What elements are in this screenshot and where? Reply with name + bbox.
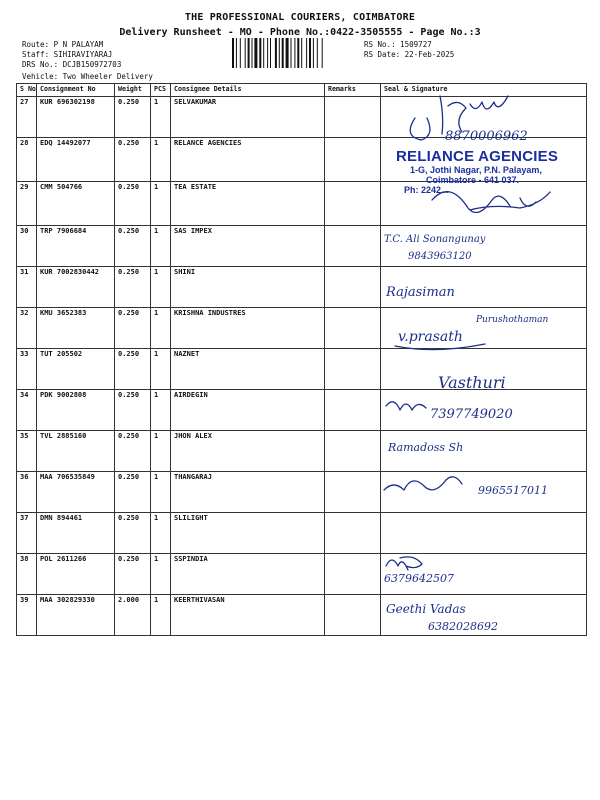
barcode-bar	[252, 38, 253, 68]
header-consignment: Consignment No	[37, 84, 115, 97]
barcode-bar	[275, 38, 277, 68]
cell-sno: 27	[17, 97, 37, 138]
cell-weight: 0.250	[115, 267, 151, 308]
barcode-bar	[309, 38, 311, 68]
cell-weight: 0.250	[115, 390, 151, 431]
cell-pcs: 1	[151, 308, 171, 349]
table-row	[17, 472, 587, 513]
signature-38-phone: 6379642507	[384, 572, 454, 585]
cell-consignee: KEERTHIVASAN	[171, 595, 325, 636]
cell-consignment: TUT 205502	[37, 349, 115, 390]
table-row	[17, 308, 587, 349]
cell-sno: 29	[17, 182, 37, 226]
table-row	[17, 431, 587, 472]
cell-remarks	[325, 595, 381, 636]
cell-signature	[381, 431, 587, 472]
cell-remarks	[325, 554, 381, 595]
document-title: THE PROFESSIONAL COURIERS, COIMBATORE	[184, 12, 416, 23]
signature-32-name1: Purushothaman	[476, 315, 549, 325]
cell-signature	[381, 595, 587, 636]
cell-weight: 0.250	[115, 431, 151, 472]
cell-weight: 0.250	[115, 472, 151, 513]
table-row	[17, 390, 587, 431]
barcode-bar	[306, 38, 307, 68]
cell-weight: 0.250	[115, 308, 151, 349]
cell-remarks	[325, 390, 381, 431]
cell-consignment: POL 2611266	[37, 554, 115, 595]
cell-consignee: NAZNET	[171, 349, 325, 390]
header-remarks: Remarks	[325, 84, 381, 97]
meta-left	[22, 40, 121, 70]
barcode-bar	[263, 38, 264, 68]
cell-remarks	[325, 226, 381, 267]
cell-consignee: SELVAKUMAR	[171, 97, 325, 138]
signature-30-phone: 9843963120	[408, 251, 472, 262]
barcode-bar	[297, 38, 299, 68]
cell-consignment: TRP 7906684	[37, 226, 115, 267]
cell-pcs: 1	[151, 138, 171, 182]
cell-consignment: MAA 706535849	[37, 472, 115, 513]
table-row	[17, 226, 587, 267]
header-pcs: PCS	[151, 84, 171, 97]
stamp-name: RELIANCE AGENCIES	[396, 148, 559, 165]
barcode-bar	[286, 38, 289, 68]
barcode-bar	[279, 38, 280, 68]
cell-remarks	[325, 97, 381, 138]
cell-remarks	[325, 349, 381, 390]
cell-remarks	[325, 472, 381, 513]
cell-pcs: 1	[151, 513, 171, 554]
stamp-line-1: 1-G, Jothi Nagar, P.N. Palayam,	[410, 165, 542, 175]
cell-weight: 0.250	[115, 97, 151, 138]
cell-sno: 35	[17, 431, 37, 472]
barcode-bar	[322, 38, 323, 68]
barcode-bar	[267, 38, 268, 68]
cell-consignment: EDQ 14492077	[37, 138, 115, 182]
cell-consignee: JHON ALEX	[171, 431, 325, 472]
cell-consignee: RELANCE AGENCIES	[171, 138, 325, 182]
cell-sno: 30	[17, 226, 37, 267]
header-weight: Weight	[115, 84, 151, 97]
barcode-bar	[232, 38, 234, 68]
cell-weight: 0.250	[115, 226, 151, 267]
header-sno: S No	[17, 84, 37, 97]
cell-sno: 28	[17, 138, 37, 182]
signature-34-phone: 7397749020	[430, 407, 513, 422]
cell-sno: 38	[17, 554, 37, 595]
signature-31-name: Rajasiman	[386, 285, 455, 300]
cell-weight: 0.250	[115, 513, 151, 554]
drs-text: DRS No.: DCJB150972703	[22, 60, 122, 69]
cell-signature	[381, 97, 587, 138]
cell-signature	[381, 308, 587, 349]
signature-39-phone: 6382028692	[428, 620, 498, 633]
cell-weight: 2.000	[115, 595, 151, 636]
barcode	[232, 38, 354, 68]
cell-signature	[381, 226, 587, 267]
reliance-agencies-stamp	[396, 148, 576, 195]
cell-sno: 31	[17, 267, 37, 308]
cell-pcs: 1	[151, 349, 171, 390]
cell-consignment: TVL 2885160	[37, 431, 115, 472]
cell-pcs: 1	[151, 390, 171, 431]
staff-text: Staff: SIHIRAVIYARAJ	[22, 50, 113, 59]
barcode-bar	[294, 38, 295, 68]
table-row	[17, 595, 587, 636]
barcode-bar	[291, 38, 292, 68]
barcode-bar	[245, 38, 246, 68]
cell-signature	[381, 513, 587, 554]
signature-39-name: Geethi Vadas	[386, 602, 466, 616]
cell-sno: 39	[17, 595, 37, 636]
rs-date-text: RS Date: 22-Feb-2025	[364, 50, 455, 59]
cell-pcs: 1	[151, 226, 171, 267]
cell-pcs: 1	[151, 595, 171, 636]
stamp-line-3: Ph: 2242...	[404, 185, 449, 195]
barcode-bar	[259, 38, 261, 68]
cell-weight: 0.250	[115, 182, 151, 226]
cell-sno: 36	[17, 472, 37, 513]
barcode-bar	[301, 38, 302, 68]
header-seal-signature: Seal & Signature	[381, 84, 587, 97]
cell-consignment: KUR 696302198	[37, 97, 115, 138]
cell-weight: 0.250	[115, 138, 151, 182]
cell-sno: 34	[17, 390, 37, 431]
table-header-row	[17, 84, 587, 97]
barcode-bar	[248, 38, 250, 68]
cell-consignee: KRISHNA INDUSTRES	[171, 308, 325, 349]
cell-remarks	[325, 308, 381, 349]
vehicle-text: Vehicle: Two Wheeler Delivery	[22, 72, 153, 81]
barcode-bar	[317, 38, 318, 68]
cell-consignee: AIRDEGIN	[171, 390, 325, 431]
cell-sno: 32	[17, 308, 37, 349]
cell-consignment: CMM 504766	[37, 182, 115, 226]
cell-signature	[381, 390, 587, 431]
signature-32-name2: v.prasath	[398, 329, 463, 345]
signature-34-name: Vasthuri	[438, 373, 506, 392]
cell-pcs: 1	[151, 554, 171, 595]
cell-consignment: MAA 302829330	[37, 595, 115, 636]
cell-pcs: 1	[151, 431, 171, 472]
cell-consignee: SSPINDIA	[171, 554, 325, 595]
cell-signature	[381, 472, 587, 513]
cell-sno: 33	[17, 349, 37, 390]
barcode-bar	[282, 38, 284, 68]
signature-27-phone: 8870006962	[445, 129, 528, 144]
table-row	[17, 513, 587, 554]
cell-consignee: SAS IMPEX	[171, 226, 325, 267]
signature-35-name: Ramadoss Sh	[388, 441, 464, 454]
cell-consignment: KUR 7002830442	[37, 267, 115, 308]
signature-30-address: T.C. Ali Sonangunay	[384, 234, 486, 245]
cell-weight: 0.250	[115, 349, 151, 390]
cell-consignee: THANGARAJ	[171, 472, 325, 513]
barcode-bar	[254, 38, 257, 68]
meta-right	[364, 40, 454, 60]
cell-signature	[381, 554, 587, 595]
barcode-bar	[270, 38, 271, 68]
cell-pcs: 1	[151, 472, 171, 513]
cell-remarks	[325, 513, 381, 554]
cell-signature	[381, 349, 587, 390]
cell-pcs: 1	[151, 97, 171, 138]
stamp-line-2: Coimbatore - 641 037.	[426, 175, 520, 185]
table-row	[17, 97, 587, 138]
rs-number-text: RS No.: 1509727	[364, 40, 432, 49]
signature-36-phone: 9965517011	[478, 484, 548, 497]
barcode-bar	[240, 38, 241, 68]
cell-consignee: SHINI	[171, 267, 325, 308]
document-subtitle: Delivery Runsheet - MO - Phone No.:0422-3505555 - Page No.:3	[119, 27, 481, 38]
cell-consignment: PDK 9002808	[37, 390, 115, 431]
cell-pcs: 1	[151, 267, 171, 308]
cell-remarks	[325, 138, 381, 182]
cell-pcs: 1	[151, 182, 171, 226]
header-consignee: Consignee Details	[171, 84, 325, 97]
cell-remarks	[325, 431, 381, 472]
cell-consignee: SLILIGHT	[171, 513, 325, 554]
barcode-bar	[313, 38, 314, 68]
barcode-bar	[236, 38, 237, 68]
cell-remarks	[325, 182, 381, 226]
route-text: Route: P N PALAYAM	[22, 40, 104, 49]
cell-signature	[381, 267, 587, 308]
table-row	[17, 349, 587, 390]
cell-consignment: DMN 894461	[37, 513, 115, 554]
cell-consignee: TEA ESTATE	[171, 182, 325, 226]
cell-sno: 37	[17, 513, 37, 554]
cell-weight: 0.250	[115, 554, 151, 595]
table-row	[17, 554, 587, 595]
cell-remarks	[325, 267, 381, 308]
cell-consignment: KMU 3652383	[37, 308, 115, 349]
table-row	[17, 267, 587, 308]
